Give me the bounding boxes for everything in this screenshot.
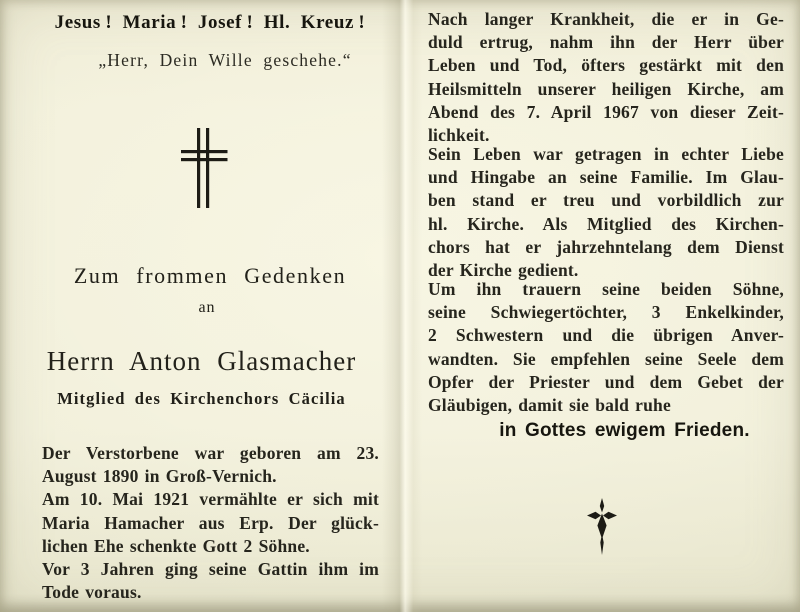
text-line: Vor 3 Jahren ging seine Gattin ihm im <box>42 559 379 580</box>
text-line: Der Verstorbene war geboren am 23. <box>42 443 379 463</box>
text-line: August 1890 in Groß-Vernich. <box>42 466 277 487</box>
text-line: hl. Kirche. Als Mitglied des Kirchen- <box>428 213 784 234</box>
invocation-line: Jesus ! Maria ! Josef ! Hl. Kreuz ! <box>54 12 366 33</box>
deceased-name: Herrn Anton Glasmacher <box>46 346 357 376</box>
text-line: Nach langer Krankheit, die er in Ge- <box>428 9 784 29</box>
membership-line: Mitglied des Kirchenchors Cäcilia <box>57 389 346 408</box>
mourners-paragraph <box>428 278 784 417</box>
memorial-title: Zum frommen Gedenken <box>73 263 347 288</box>
cross-ornament-icon <box>586 498 618 556</box>
motto-line: „Herr, Dein Wille geschehe.“ <box>98 50 352 70</box>
text-line: ben stand er treu und vorbildlich zur <box>428 190 784 211</box>
text-line: Tode voraus. <box>42 582 142 603</box>
text-line: Am 10. Mai 1921 vermählte er sich mit <box>42 489 379 510</box>
text-line: Opfer der Priester und dem Gebet der <box>428 371 784 392</box>
latin-cross-icon <box>181 128 228 208</box>
biography-text <box>42 442 379 604</box>
text-line: seine Schwiegertöchter, 3 Enkelkinder, <box>428 302 784 323</box>
text-line: lichen Ehe schenkte Gott 2 Söhne. <box>42 535 310 556</box>
text-line: Leben und Tod, öfters gestärkt mit den <box>428 55 784 76</box>
text-line: Abend des 7. April 1967 von dieser Zeit- <box>428 101 784 122</box>
text-line: Heilsmitteln unserer heiligen Kirche, am <box>428 78 784 99</box>
memorial-connector: an <box>198 299 216 316</box>
closing-line: in Gottes ewigem Frieden. <box>499 420 750 441</box>
text-line: Sein Leben war getragen in echter Liebe <box>428 144 784 164</box>
text-line: wandten. Sie empfehlen seine Seele dem <box>428 348 784 369</box>
life-paragraph <box>428 143 784 282</box>
death-paragraph <box>428 8 784 147</box>
text-line: Gläubigen, damit sie bald ruhe <box>428 395 671 416</box>
text-line: Um ihn trauern seine beiden Söhne, <box>428 279 784 299</box>
text-line: chors hat er jahrzehntelang dem Dienst <box>428 236 784 257</box>
text-line: und Hingabe an seine Familie. Im Glau- <box>428 167 784 188</box>
text-line: der Kirche gedient. <box>428 260 579 281</box>
text-line: duld ertrug, nahm ihn der Herr über <box>428 32 784 53</box>
text-line: Maria Hamacher aus Erp. Der glück- <box>42 512 379 533</box>
right-page <box>427 0 784 612</box>
text-line: lichkeit. <box>428 125 490 146</box>
text-line: 2 Schwestern und die übrigen Anver- <box>428 325 784 346</box>
